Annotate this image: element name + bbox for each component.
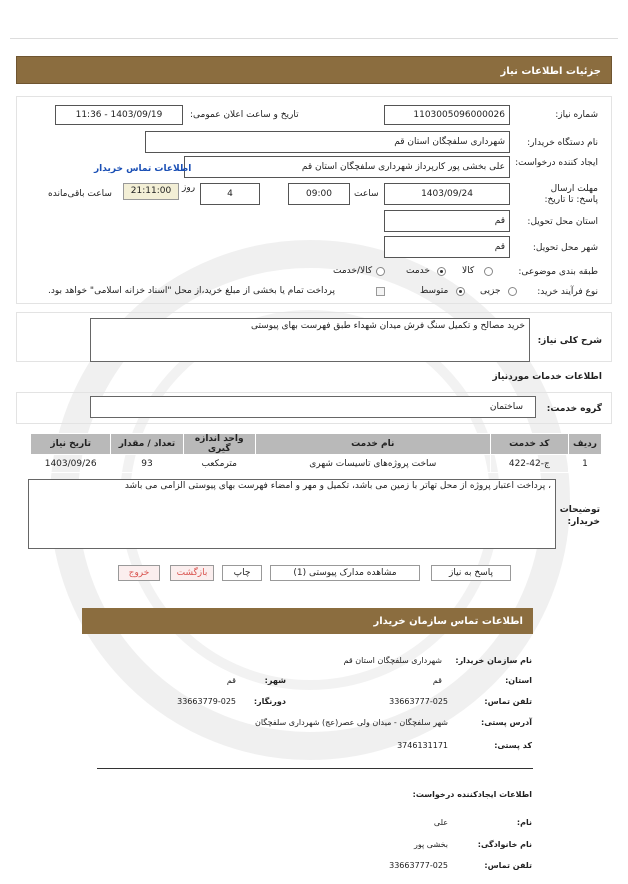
payment-checkbox[interactable]: [376, 287, 385, 296]
creator-family-value: بخشی پور: [414, 840, 448, 849]
contact-city-value: قم: [226, 676, 236, 685]
creator-name-value: علی: [433, 818, 448, 827]
contact-province-value: قم: [432, 676, 442, 685]
col-date: تاریخ نیاز: [31, 434, 111, 455]
back-button[interactable]: بازگشت: [170, 565, 214, 581]
process-option-medium: متوسط: [420, 286, 449, 296]
process-label: نوع فرآیند خرید:: [537, 287, 598, 297]
category-radio-service[interactable]: [437, 267, 446, 276]
exit-button[interactable]: خروج: [118, 565, 160, 581]
creator-name-label: نام:: [516, 818, 532, 827]
contact-section-header: [82, 608, 533, 634]
category-option-both: کالا/خدمت: [333, 266, 373, 276]
print-button[interactable]: چاپ: [222, 565, 262, 581]
category-radio-goods[interactable]: [484, 267, 493, 276]
creator-phone-value: 33663777-025: [389, 861, 448, 870]
days-label: روز: [182, 183, 196, 193]
city-field: قم: [384, 236, 510, 258]
reply-button[interactable]: پاسخ به نیاز: [431, 565, 511, 581]
contact-address-value: شهر سلفچگان - میدان ولی عصر(عج) شهرداری سلفچگان: [254, 718, 448, 727]
deadline-date-field: 1403/09/24: [384, 183, 510, 205]
buyer-notes-field: ، پرداخت اعتبار پروژه از محل تهاتر با زمین می باشد، تکمیل و مهر و امضاء فهرست بهای پیوستی الزامی می باشد: [28, 479, 556, 549]
deadline-label: مهلت ارسال پاسخ: تا تاریخ:: [544, 184, 598, 205]
payment-note: پرداخت تمام یا بخشی از مبلغ خرید،از محل "اسناد خزانه اسلامی" خواهد بود.: [48, 286, 336, 296]
col-row: ردیف: [568, 434, 601, 455]
cell-unit: مترمکعب: [183, 455, 255, 473]
category-option-service: خدمت: [406, 266, 430, 276]
contact-postal-label: کد پستی:: [494, 741, 532, 750]
col-qty: تعداد / مقدار: [111, 434, 183, 455]
summary-label: شرح کلی نیاز:: [537, 336, 602, 346]
contact-fax-value: 33663779-025: [177, 697, 236, 706]
province-field: قم: [384, 210, 510, 232]
summary-field: خرید مصالح و تکمیل سنگ فرش میدان شهداء طبق فهرست بهای پیوستی: [90, 318, 530, 362]
contact-city-label: شهر:: [264, 676, 286, 685]
contact-postal-value: 3746131171: [397, 741, 448, 750]
days-field: 4: [200, 183, 260, 205]
buyer-contact-link[interactable]: اطلاعات تماس خریدار: [94, 164, 192, 174]
contact-section-title: اطلاعات تماس سازمان خریدار: [373, 616, 523, 627]
remaining-time-field: 21:11:00: [123, 183, 179, 200]
col-code: کد خدمت: [490, 434, 568, 455]
category-radio-both[interactable]: [376, 267, 385, 276]
service-group-label: گروه خدمت:: [546, 404, 602, 414]
creator-family-label: نام خانوادگی:: [477, 840, 532, 849]
time-label: ساعت: [354, 189, 379, 199]
cell-name: ساخت پروژه‌های تاسیسات شهری: [255, 455, 490, 473]
process-radio-medium[interactable]: [456, 287, 465, 296]
need-number-field: 1103005096000026: [384, 105, 510, 125]
category-label: طبقه بندی موضوعی:: [518, 267, 598, 277]
creator-phone-label: تلفن تماس:: [484, 861, 532, 870]
announce-label: تاریخ و ساعت اعلان عمومی:: [190, 110, 299, 120]
col-name: نام خدمت: [255, 434, 490, 455]
page-header: [16, 56, 612, 84]
contact-org-value: شهرداری سلفچگان استان قم: [343, 656, 442, 665]
creator-label: ایجاد کننده درخواست:: [515, 158, 598, 168]
cell-date: 1403/09/26: [31, 455, 111, 473]
contact-phone-value: 33663777-025: [389, 697, 448, 706]
deadline-time-field: 09:00: [288, 183, 350, 205]
process-radio-minor[interactable]: [508, 287, 517, 296]
buyer-org-field: شهرداری سلفچگان استان قم: [145, 131, 510, 153]
announce-field: 1403/09/19 - 11:36: [55, 105, 183, 125]
service-group-field: ساختمان: [90, 396, 536, 418]
contact-phone-label: تلفن تماس:: [484, 697, 532, 706]
buyer-notes-label: توضیحات خریدار:: [559, 505, 600, 527]
remaining-label: ساعت باقی‌مانده: [48, 189, 112, 199]
top-divider: [10, 38, 618, 39]
creator-section-title: اطلاعات ایجادکننده درخواست:: [412, 790, 532, 799]
process-option-minor: جزیی: [480, 286, 501, 296]
contact-address-label: آدرس پستی:: [481, 718, 532, 727]
contact-fax-label: دورنگار:: [253, 697, 286, 706]
city-label: شهر محل تحویل:: [532, 243, 598, 253]
contact-divider: [97, 768, 533, 769]
contact-org-label: نام سازمان خریدار:: [455, 656, 532, 665]
province-label: استان محل تحویل:: [527, 217, 598, 227]
cell-qty: 93: [111, 455, 183, 473]
attachments-button[interactable]: مشاهده مدارک پیوستی (1): [270, 565, 420, 581]
services-section-title: اطلاعات خدمات موردنیاز: [492, 372, 602, 382]
page-title: جزئیات اطلاعات نیاز: [500, 66, 601, 77]
cell-code: ج-42-422: [490, 455, 568, 473]
cell-row: 1: [568, 455, 601, 473]
services-table-header: [31, 434, 602, 455]
buyer-org-label: نام دستگاه خریدار:: [527, 138, 598, 148]
col-unit: واحد اندازه گیری: [183, 434, 255, 455]
creator-field: علی بخشی پور کارپرداز شهرداری سلفچگان استان قم: [184, 156, 510, 178]
table-row: [31, 455, 602, 473]
need-number-label: شماره نیاز:: [555, 110, 598, 120]
services-table: [30, 433, 602, 473]
category-option-goods: کالا: [462, 266, 475, 276]
contact-province-label: استان:: [505, 676, 532, 685]
